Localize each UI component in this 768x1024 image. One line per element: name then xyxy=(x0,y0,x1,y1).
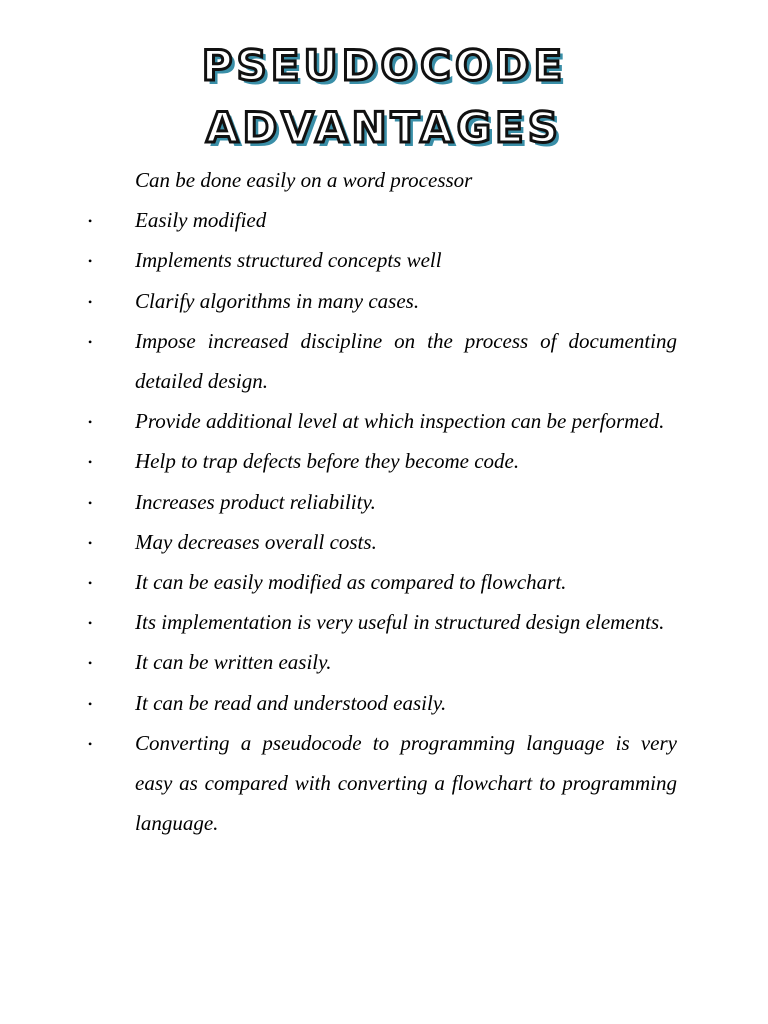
list-item-text: Provide additional level at which inspection can be performed. xyxy=(135,409,665,434)
list-item-text: Can be done easily on a word processor xyxy=(135,168,473,192)
list-item xyxy=(0,401,677,441)
list-item xyxy=(0,240,677,280)
list-item xyxy=(0,200,677,240)
list-item-text: Increases product reliability. xyxy=(135,489,376,514)
bullet-icon: • xyxy=(88,696,93,711)
bullet-icon: • xyxy=(88,455,93,470)
bullet-icon: • xyxy=(88,214,93,229)
list-item-text: Easily modified xyxy=(135,208,267,233)
bullet-icon: • xyxy=(88,656,93,671)
list-item xyxy=(0,683,677,723)
list-item-text: Clarify algorithms in many cases. xyxy=(135,288,420,313)
list-item-text: It can be easily modified as compared to flowchart. xyxy=(135,570,567,595)
list-item-text: Implements structured concepts well xyxy=(135,248,442,273)
advantages-list xyxy=(0,160,768,843)
bullet-icon: • xyxy=(88,736,93,751)
bullet-icon: • xyxy=(88,495,93,510)
page-title-line-2: ADVANTAGES xyxy=(206,103,562,152)
list-item-text: Its implementation is very useful in structured design elements. xyxy=(135,610,665,635)
list-item-text: Impose increased discipline on the process of documenting detailed design. xyxy=(135,328,677,394)
bullet-icon: • xyxy=(88,535,93,550)
list-item xyxy=(0,321,677,401)
list-item-text: May decreases overall costs. xyxy=(135,529,377,554)
bullet-icon: • xyxy=(88,334,93,349)
bullet-icon: • xyxy=(88,415,93,430)
list-item-text: It can be written easily. xyxy=(135,650,332,675)
list-item xyxy=(0,562,677,602)
list-item xyxy=(0,602,677,642)
bullet-icon: • xyxy=(88,616,93,631)
page-title-line-1: PSEUDOCODE xyxy=(201,41,567,90)
list-item xyxy=(0,281,677,321)
list-item xyxy=(0,482,677,522)
bullet-icon: • xyxy=(88,576,93,591)
list-item xyxy=(0,642,677,682)
list-item xyxy=(0,160,677,200)
list-item-text: Help to trap defects before they become code. xyxy=(135,449,520,474)
list-item-text: It can be read and understood easily. xyxy=(135,690,447,715)
bullet-icon: • xyxy=(88,254,93,269)
list-item xyxy=(0,441,677,481)
bullet-icon: • xyxy=(88,294,93,309)
list-item xyxy=(0,522,677,562)
list-item-text: Converting a pseudocode to programming language is very easy as compared with converting a flowchart to programming language. xyxy=(135,730,677,836)
list-item xyxy=(0,723,677,844)
